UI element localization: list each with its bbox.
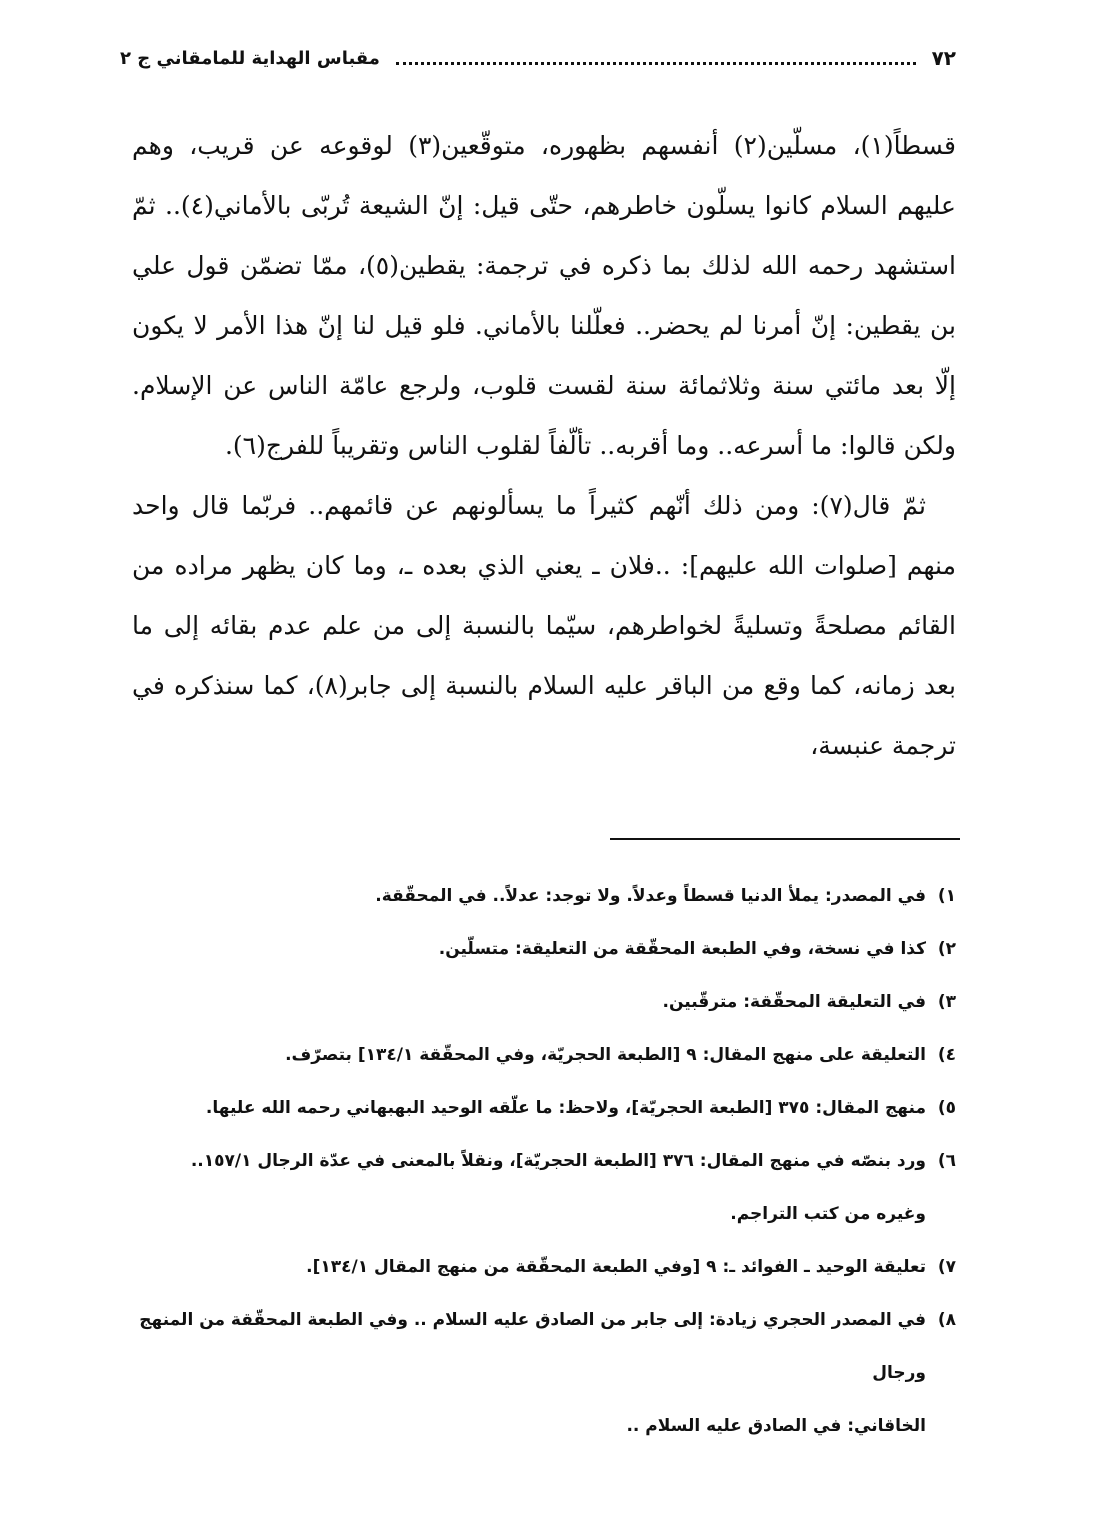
body-line-3: ذكره في ترجمة: يقطين(٥)، ممّا تضمّن قول علي بن يقطين: إنّ أمرنا لم يحضر.. فعلّلنا xyxy=(132,251,956,340)
footnote-number: ١) xyxy=(937,886,956,906)
footnote-number: ٤) xyxy=(937,1045,956,1065)
body-paragraph-2 xyxy=(132,476,956,776)
footnote-continuation: وغيره من كتب التراجم. xyxy=(730,1204,926,1224)
body-text xyxy=(132,116,956,776)
footnote-text: ورد بنصّه في منهج المقال: ٣٧٦ [الطبعة الحجريّة]، ونقلاً بالمعنى في عدّة الرجال ١٥٧/١.. xyxy=(190,1151,926,1171)
body-line-9: القائم مصلحةً وتسليةً لخواطرهم، سيّما بالنسبة إلى من علم عدم بقائه إلى ما بعد xyxy=(132,611,956,700)
footnote-text: في المصدر: يملأ الدنيا قسطاً وعدلاً. ولا توجد: عدلاً.. في المحقّقة. xyxy=(375,886,926,906)
footnote-4 xyxy=(132,1029,956,1082)
page-number: ٧٢ xyxy=(931,46,956,70)
footnote-number: ٨) xyxy=(937,1310,956,1330)
footnote-number: ٦) xyxy=(937,1151,956,1171)
body-line-1: قسطاً(١)، مسلّين(٢) أنفسهم بظهوره، متوقّعين(٣) لوقوعه عن قريب، وهم عليهم السلام كانوا xyxy=(132,131,956,220)
footnote-separator xyxy=(610,838,960,840)
body-line-8: منهم [صلوات الله عليهم]: ..فلان ـ يعني الذي بعده ـ، وما كان يظهر مراده من xyxy=(132,551,956,580)
body-line-7: ثمّ قال(٧): ومن ذلك أنّهم كثيراً ما يسألونهم عن قائمهم.. فربّما قال واحد xyxy=(132,491,927,520)
body-line-2: يسلّون خاطرهم، حتّى قيل: إنّ الشيعة تُربّى بالأماني(٤).. ثمّ استشهد رحمه الله لذلك بما xyxy=(132,191,957,280)
footnote-7 xyxy=(132,1241,956,1294)
footnotes xyxy=(132,870,956,1453)
body-line-5: قلوب، ولرجع عامّة الناس عن الإسلام. ولكن قالوا: ما أسرعه.. وما أقربه.. xyxy=(132,371,956,460)
body-line-4: بالأماني. فلو قيل لنا إنّ هذا الأمر لا يكون إلّا بعد مائتي سنة وثلاثمائة سنة لقست xyxy=(132,311,956,400)
footnote-text-block xyxy=(132,1294,926,1453)
footnote-number: ٥) xyxy=(937,1098,956,1118)
footnote-3 xyxy=(132,976,956,1029)
footnote-text-block xyxy=(132,1135,926,1241)
footnote-5 xyxy=(132,1082,956,1135)
footnote-8 xyxy=(132,1294,956,1453)
footnote-number: ٧) xyxy=(937,1257,956,1277)
footnote-text: التعليقة على منهج المقال: ٩ [الطبعة الحجريّة، وفي المحقّقة ١٣٤/١] بتصرّف. xyxy=(285,1045,926,1065)
footnote-continuation: الخاقاني: في الصادق عليه السلام .. xyxy=(626,1416,926,1436)
footnote-text: تعليقة الوحيد ـ الفوائد ـ: ٩ [وفي الطبعة المحقّقة من منهج المقال ١٣٤/١]. xyxy=(306,1257,926,1277)
header-dot-leader xyxy=(396,62,916,65)
running-header xyxy=(120,40,956,76)
body-paragraph-1 xyxy=(132,116,956,476)
footnote-text: في المصدر الحجري زيادة: إلى جابر من الصادق عليه السلام .. وفي الطبعة المحقّقة من المنهج ورجال xyxy=(139,1310,926,1383)
footnote-text: في التعليقة المحقّقة: مترقّبين. xyxy=(662,992,926,1012)
footnote-text: كذا في نسخة، وفي الطبعة المحقّقة من التعليقة: متسلّين. xyxy=(438,939,926,959)
footnote-number: ٣) xyxy=(937,992,956,1012)
footnote-2 xyxy=(132,923,956,976)
footnote-6 xyxy=(132,1135,956,1241)
body-line-10: زمانه، كما وقع من الباقر عليه السلام بالنسبة إلى جابر(٨)، كما سنذكره في ترجمة عنبسة، xyxy=(132,671,956,760)
footnote-1 xyxy=(132,870,956,923)
footnote-number: ٢) xyxy=(937,939,956,959)
footnote-text: منهج المقال: ٣٧٥ [الطبعة الحجريّة]، ولاحظ: ما علّقه الوحيد البهبهاني رحمه الله عليها. xyxy=(205,1098,926,1118)
book-title: مقباس الهداية للمامقاني ج ٢ xyxy=(120,47,380,69)
body-line-6: تألّفاً لقلوب الناس وتقريباً للفرج(٦). xyxy=(224,431,592,460)
